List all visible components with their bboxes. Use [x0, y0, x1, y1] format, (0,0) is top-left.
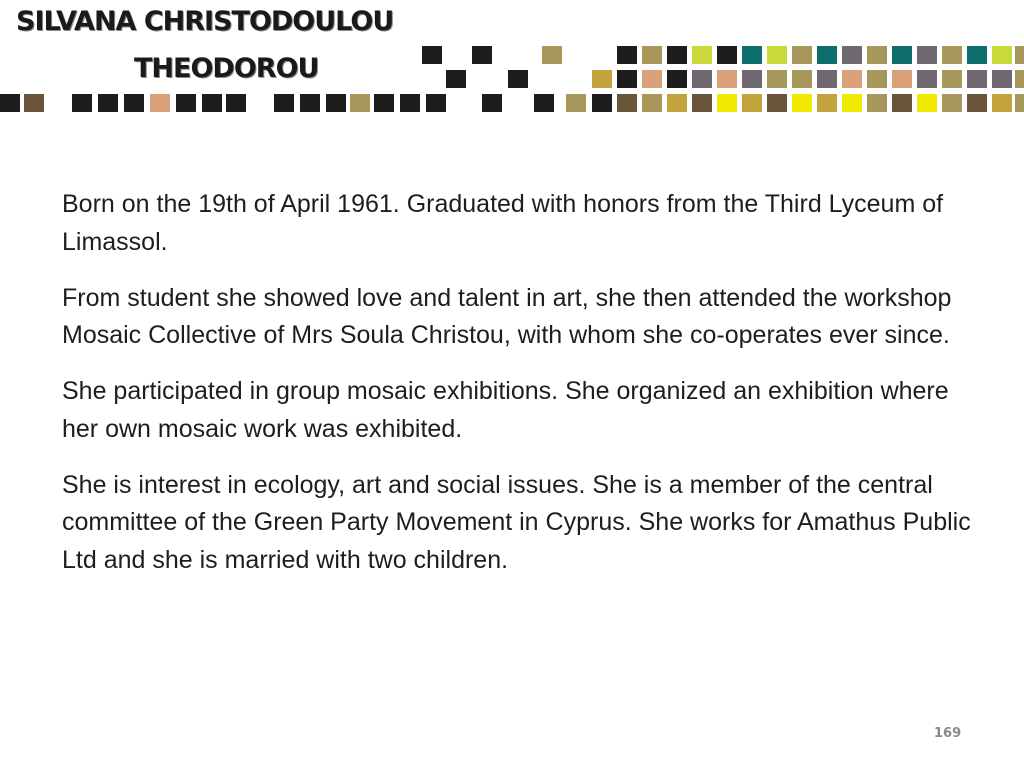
- mosaic-tile: [98, 94, 118, 112]
- mosaic-tile: [942, 94, 962, 112]
- mosaic-tile: [967, 70, 987, 88]
- mosaic-tile: [482, 94, 502, 112]
- mosaic-tile: [508, 70, 528, 88]
- biography-text: [62, 186, 972, 598]
- mosaic-tile: [534, 94, 554, 112]
- mosaic-tile: [24, 94, 44, 112]
- mosaic-tile: [817, 46, 837, 64]
- mosaic-tile: [767, 70, 787, 88]
- mosaic-tile: [617, 94, 637, 112]
- mosaic-tile: [422, 46, 442, 64]
- slide-title-line-2: THEODOROU: [134, 53, 319, 84]
- mosaic-tile: [592, 94, 612, 112]
- paragraph-art-training: From student she showed love and talent in art, she then attended the workshop Mosaic Collective of Mrs Soula Christou, with whom she co-operates ever since.: [62, 283, 952, 349]
- mosaic-tile: [892, 46, 912, 64]
- mosaic-tile: [350, 94, 370, 112]
- mosaic-tile: [692, 70, 712, 88]
- mosaic-tile: [617, 46, 637, 64]
- page-number: 169: [934, 726, 962, 741]
- mosaic-tile: [867, 94, 887, 112]
- mosaic-tile: [817, 94, 837, 112]
- mosaic-tile: [692, 46, 712, 64]
- mosaic-tile: [717, 46, 737, 64]
- mosaic-tile: [767, 94, 787, 112]
- mosaic-tile: [446, 70, 466, 88]
- mosaic-tile: [72, 94, 92, 112]
- mosaic-tile: [967, 94, 987, 112]
- mosaic-tile: [967, 46, 987, 64]
- mosaic-tile: [566, 94, 586, 112]
- mosaic-tile: [667, 46, 687, 64]
- mosaic-tile: [1015, 94, 1024, 112]
- mosaic-tile: [124, 94, 144, 112]
- mosaic-tile: [717, 70, 737, 88]
- mosaic-tile: [742, 70, 762, 88]
- mosaic-tile: [667, 70, 687, 88]
- mosaic-tile: [917, 94, 937, 112]
- paragraph-interests: She is interest in ecology, art and social issues. She is a member of the central committee of the Green Party Movement in Cyprus. She works for Amathus Public Ltd and she is married with two children.: [62, 470, 971, 574]
- mosaic-tile: [1015, 70, 1024, 88]
- mosaic-tile: [692, 94, 712, 112]
- mosaic-tile: [867, 70, 887, 88]
- mosaic-tile: [542, 46, 562, 64]
- mosaic-tile: [842, 94, 862, 112]
- mosaic-tile: [226, 94, 246, 112]
- mosaic-tile: [817, 70, 837, 88]
- mosaic-tile: [867, 46, 887, 64]
- mosaic-tile: [176, 94, 196, 112]
- mosaic-tile: [667, 94, 687, 112]
- mosaic-tile: [917, 70, 937, 88]
- mosaic-tile: [942, 70, 962, 88]
- mosaic-tile: [426, 94, 446, 112]
- paragraph-exhibitions: She participated in group mosaic exhibitions. She organized an exhibition where her own mosaic work was exhibited.: [62, 377, 949, 443]
- mosaic-tile: [742, 94, 762, 112]
- mosaic-tile: [300, 94, 320, 112]
- mosaic-tile: [1015, 46, 1024, 64]
- mosaic-tile: [642, 94, 662, 112]
- paragraph-birth: Born on the 19th of April 1961. Graduated with honors from the Third Lyceum of Limassol.: [62, 190, 944, 256]
- mosaic-tile: [892, 94, 912, 112]
- mosaic-tile: [472, 46, 492, 64]
- mosaic-tile: [792, 94, 812, 112]
- mosaic-tile: [992, 70, 1012, 88]
- slide-title-line-1: SILVANA CHRISTODOULOU: [16, 6, 394, 37]
- mosaic-tile: [150, 94, 170, 112]
- mosaic-tile: [842, 46, 862, 64]
- mosaic-tile: [717, 94, 737, 112]
- mosaic-tile: [274, 94, 294, 112]
- mosaic-tile: [792, 46, 812, 64]
- mosaic-tile: [400, 94, 420, 112]
- mosaic-tile: [642, 46, 662, 64]
- mosaic-tile: [917, 46, 937, 64]
- mosaic-tile: [642, 70, 662, 88]
- mosaic-tile: [942, 46, 962, 64]
- mosaic-tile: [592, 70, 612, 88]
- mosaic-tile: [202, 94, 222, 112]
- mosaic-tile: [742, 46, 762, 64]
- mosaic-tile: [892, 70, 912, 88]
- mosaic-tile: [0, 94, 20, 112]
- mosaic-tile: [617, 70, 637, 88]
- mosaic-tile: [374, 94, 394, 112]
- mosaic-tile: [792, 70, 812, 88]
- mosaic-tile: [326, 94, 346, 112]
- mosaic-tile: [992, 94, 1012, 112]
- mosaic-tile: [992, 46, 1012, 64]
- mosaic-tile: [767, 46, 787, 64]
- mosaic-tile: [842, 70, 862, 88]
